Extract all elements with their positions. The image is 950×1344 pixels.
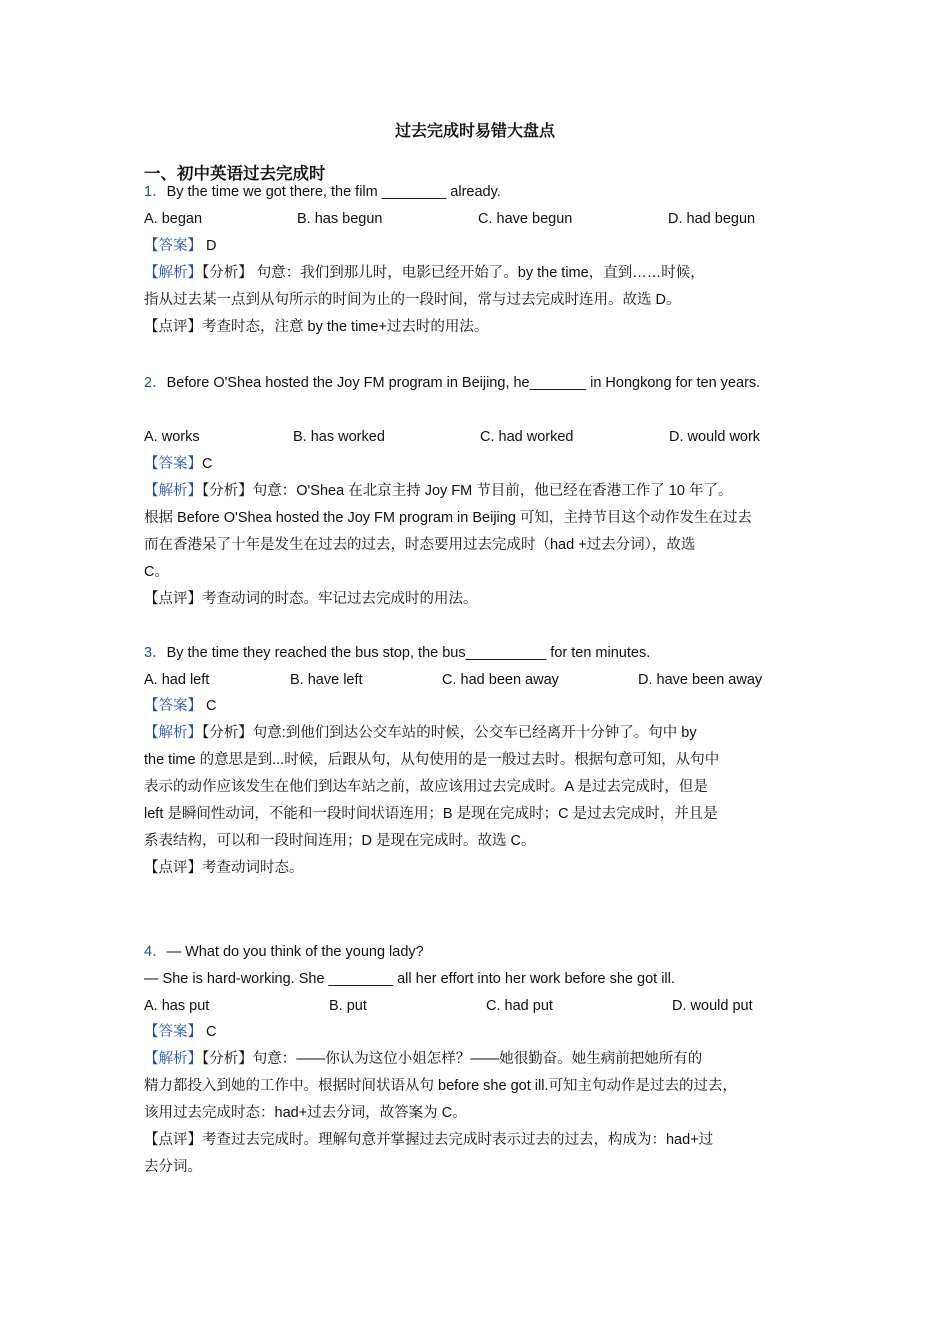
option-c: C. have begun — [478, 211, 573, 227]
analysis-label: 【解析】 — [144, 483, 202, 499]
options-row — [144, 209, 844, 229]
question-stem — [144, 373, 760, 393]
answer-value: C — [202, 698, 217, 714]
comment-line — [144, 858, 304, 878]
analysis-label: 【解析】 — [144, 725, 202, 741]
analysis-text: 句意：——你认为这位小姐怎样？——她很勤奋。她生病前把她所有的 — [252, 1051, 703, 1067]
analysis-text: 该用过去完成时态：had+过去分词，故答案为 C。 — [144, 1105, 467, 1121]
answer-line — [144, 236, 217, 256]
analysis-label: 【解析】 — [144, 265, 202, 281]
comment-line — [144, 1130, 713, 1150]
comment-label: 【点评】 — [144, 860, 202, 876]
question-number: 1． — [144, 184, 167, 200]
option-d: D. had begun — [668, 211, 756, 227]
fenxi-label: 【分析】 — [202, 725, 253, 741]
fenxi-label: 【分析】 — [202, 483, 253, 499]
analysis-text: 系表结构，可以和一段时间连用；D 是现在完成时。故选 C。 — [144, 833, 536, 849]
analysis-label: 【解析】 — [144, 1051, 202, 1067]
question-stem — [144, 182, 501, 202]
analysis-text: 句意：O'Shea 在北京主持 Joy FM 节目前，他已经在香港工作了 10 年了。 — [252, 483, 733, 499]
option-a: A. has put — [144, 998, 210, 1014]
comment-text: 考查动词的时态。牢记过去完成时的用法。 — [202, 591, 478, 607]
comment-label: 【点评】 — [144, 319, 202, 335]
analysis-text: 表示的动作应该发生在他们到达车站之前，故应该用过去完成时。A 是过去完成时，但是 — [144, 779, 708, 795]
option-a: A. works — [144, 429, 200, 445]
analysis-text: 句意：我们到那儿时，电影已经开始了。by the time，直到……时候， — [252, 265, 705, 281]
answer-value: C — [202, 1024, 217, 1040]
question-number: 4． — [144, 944, 167, 960]
answer-value: D — [202, 238, 217, 254]
comment-label: 【点评】 — [144, 1132, 202, 1148]
analysis-text: left 是瞬间性动词，不能和一段时间状语连用；B 是现在完成时；C 是过去完成时，并且是 — [144, 806, 718, 822]
option-c: C. had put — [486, 998, 553, 1014]
comment-line — [144, 589, 478, 609]
stem-text: Before O'Shea hosted the Joy FM program in Beijing, he_______ in Hongkong for ten years. — [166, 375, 761, 391]
option-a: A. had left — [144, 672, 210, 688]
analysis-text: 精力都投入到她的工作中。根据时间状语从句 before she got ill.可知主句动作是过去的过去， — [144, 1078, 737, 1094]
comment-text: 考查过去完成时。理解句意并掌握过去完成时表示过去的过去，构成为：had+过 — [202, 1132, 714, 1148]
option-b: B. put — [329, 998, 367, 1014]
stem-text: — What do you think of the young lady? — [166, 944, 424, 960]
comment-text: 考查时态，注意 by the time+过去时的用法。 — [202, 319, 489, 335]
option-d: D. would work — [669, 429, 761, 445]
question-stem — [144, 643, 650, 663]
comment-text: 去分词。 — [144, 1159, 202, 1175]
answer-value: C — [202, 456, 213, 472]
answer-label: 【答案】 — [144, 238, 202, 254]
option-c: C. had been away — [442, 672, 559, 688]
stem-text: By the time they reached the bus stop, the bus__________ for ten minutes. — [166, 645, 651, 661]
option-c: C. had worked — [480, 429, 574, 445]
answer-label: 【答案】 — [144, 456, 202, 472]
answer-line — [144, 696, 217, 716]
answer-label: 【答案】 — [144, 1024, 202, 1040]
fenxi-label: 【分析】 — [202, 1051, 253, 1067]
option-b: B. has worked — [293, 429, 385, 445]
option-d: D. would put — [672, 998, 753, 1014]
options-row — [144, 996, 844, 1016]
analysis-text: 句意:到他们到达公交车站的时候，公交车已经离开十分钟了。句中 by — [252, 725, 697, 741]
stem-text: By the time we got there, the film ________ already. — [166, 184, 501, 200]
option-b: B. has begun — [297, 211, 383, 227]
comment-label: 【点评】 — [144, 591, 202, 607]
analysis-text: C。 — [144, 564, 169, 580]
answer-label: 【答案】 — [144, 698, 202, 714]
analysis-line — [144, 263, 705, 283]
answer-line — [144, 1022, 217, 1042]
question-number: 2． — [144, 375, 167, 391]
question-stem-line-2: — She is hard-working. She ________ all her effort into her work before she got ill. — [144, 971, 675, 987]
analysis-text: 而在香港呆了十年是发生在过去的过去，时态要用过去完成时（had +过去分词），故选 — [144, 537, 696, 553]
question-stem — [144, 942, 424, 962]
analysis-text: 根据 Before O'Shea hosted the Joy FM program in Beijing 可知，主持节目这个动作发生在过去 — [144, 510, 752, 526]
question-number: 3． — [144, 645, 167, 661]
comment-line — [144, 317, 488, 337]
analysis-text: 指从过去某一点到从句所示的时间为止的一段时间，常与过去完成时连用。故选 D。 — [144, 292, 681, 308]
options-row — [144, 670, 844, 690]
analysis-line — [144, 481, 732, 501]
option-a: A. began — [144, 211, 203, 227]
section-heading: 一、初中英语过去完成时 — [144, 165, 326, 183]
page-title: 过去完成时易错大盘点 — [394, 123, 555, 140]
fenxi-label: 【分析】 — [202, 265, 253, 281]
analysis-line — [144, 723, 697, 743]
comment-text: 考查动词时态。 — [202, 860, 304, 876]
analysis-text: the time 的意思是到...时候，后跟从句，从句使用的是一般过去时。根据句意可知，从句中 — [144, 752, 720, 768]
analysis-line — [144, 1049, 702, 1069]
option-d: D. have been away — [638, 672, 763, 688]
answer-line — [144, 454, 212, 474]
options-row — [144, 427, 844, 447]
option-b: B. have left — [290, 672, 363, 688]
